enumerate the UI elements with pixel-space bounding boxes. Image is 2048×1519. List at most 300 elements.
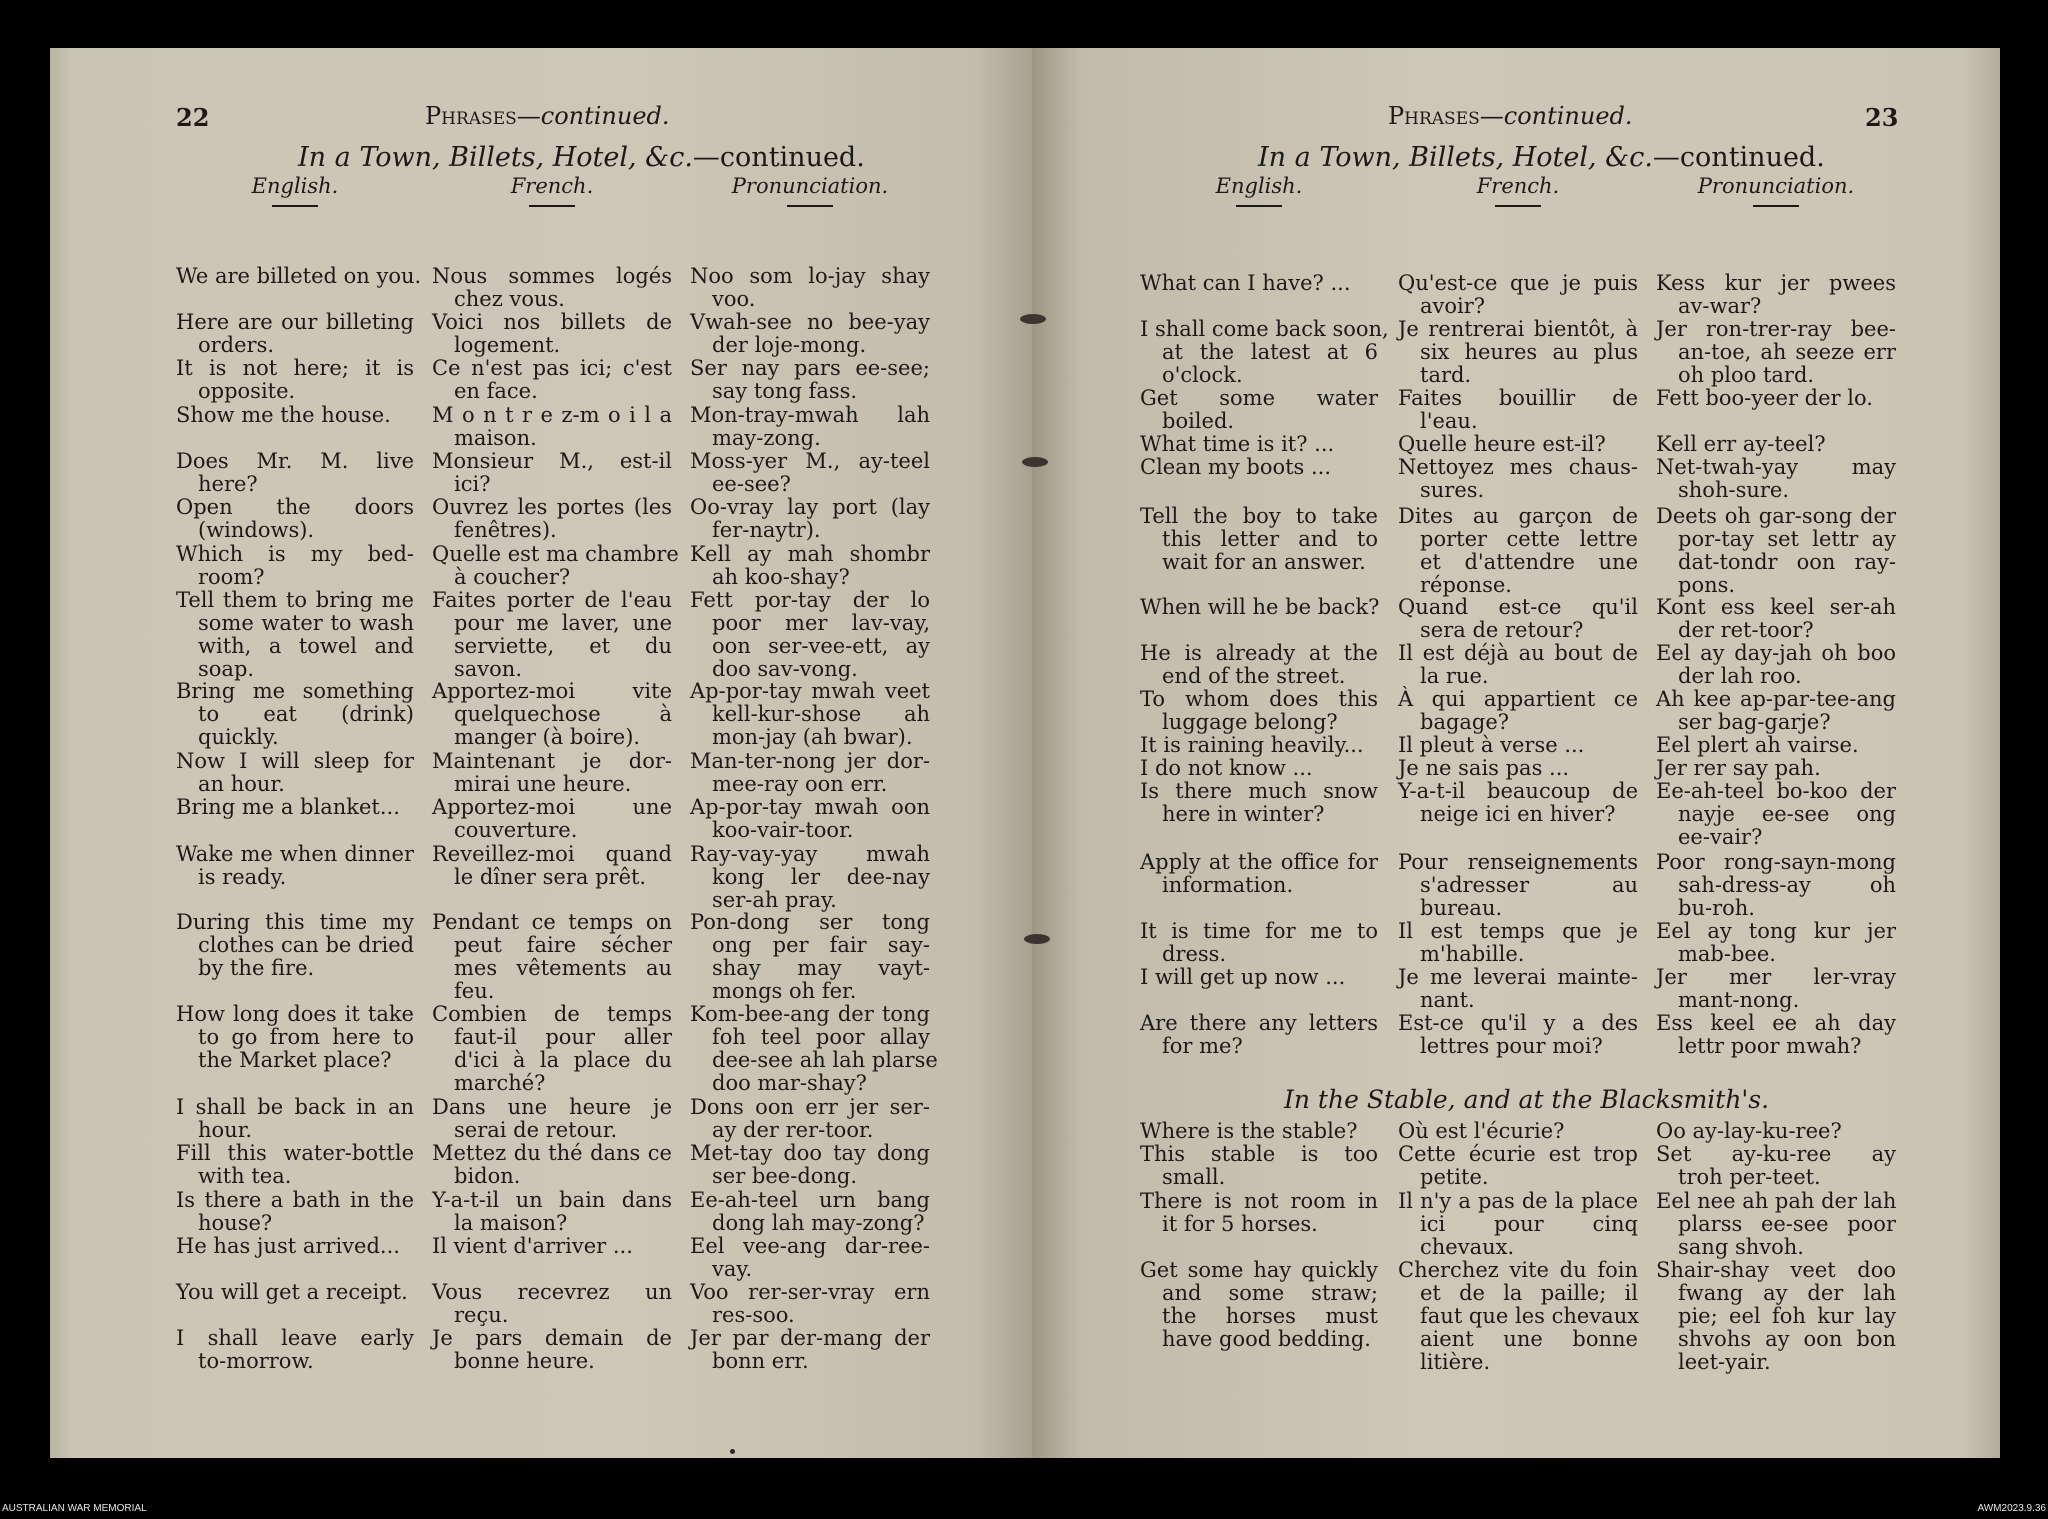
french-phrase-line: reçu. (454, 1303, 509, 1327)
english-phrase-line: information. (1162, 873, 1294, 897)
french-phrase-line: chez vous. (454, 287, 565, 311)
pronunciation-line: Mon-tray-mwah lah (690, 403, 930, 427)
french-phrase-line: faut-il pour aller (454, 1025, 672, 1049)
french-phrase (1398, 456, 1638, 502)
french-phrase-line: Quelle heure est-il? (1398, 432, 1606, 456)
pronunciation-line: shvohs ay oon bon (1678, 1327, 1896, 1351)
french-phrase-line: Monsieur M., est-il (432, 449, 672, 473)
pronunciation-line: Fett boo-yeer der lo. (1656, 386, 1873, 410)
french-phrase-line: Vous recevrez un (432, 1280, 672, 1304)
french-phrase-line: m'habille. (1420, 942, 1525, 966)
french-phrase-line: Qu'est-ce que je puis (1398, 271, 1638, 295)
running-head-right: Phrases—continued. (1388, 102, 1633, 130)
pronunciation-line: an-toe, ah seeze err (1678, 340, 1896, 364)
english-phrase (1140, 505, 1378, 574)
french-phrase-line: sures. (1420, 478, 1485, 502)
pronunciation (690, 265, 930, 311)
french-phrase-line: à coucher? (454, 565, 571, 589)
english-phrase-line: Clean my boots ... (1140, 455, 1332, 479)
english-phrase-line: There is not room in (1140, 1189, 1378, 1213)
pronunciation (1656, 387, 1896, 410)
english-phrase-line: Get some hay quickly (1140, 1258, 1378, 1282)
french-phrase (1398, 1012, 1638, 1058)
english-phrase-line: by the fire. (198, 956, 315, 980)
english-phrase-line: It is raining heavily... (1140, 733, 1364, 757)
french-phrase-line: Dans une heure je (432, 1095, 672, 1119)
pronunciation-line: Eel ay day-jah oh boo (1656, 641, 1896, 665)
french-phrase-line: Cherchez vite du foin (1398, 1258, 1638, 1282)
french-phrase (432, 496, 672, 542)
english-phrase (176, 680, 414, 749)
pronunciation (1656, 318, 1896, 387)
pronunciation (1656, 757, 1896, 780)
french-phrase-line: Il est déjà au bout de (1398, 641, 1638, 665)
pronunciation-line: Ap-por-tay mwah oon (690, 795, 930, 819)
english-phrase-line: small. (1162, 1165, 1226, 1189)
pronunciation-line: Voo rer-ser-vray ern (690, 1280, 930, 1304)
pronunciation-line: ah koo-shay? (712, 565, 850, 589)
col-header-pronunciation-left: Pronunciation. (690, 174, 930, 207)
french-phrase-line: Nettoyez mes chaus- (1398, 455, 1638, 479)
french-phrase (432, 1327, 672, 1373)
english-phrase-line: Tell the boy to take (1140, 504, 1378, 528)
english-phrase (176, 911, 414, 980)
french-phrase (1398, 596, 1638, 642)
french-phrase (1398, 387, 1638, 433)
pronunciation-line: doo mar-shay? (712, 1071, 867, 1095)
french-phrase (1398, 272, 1638, 318)
subsection-title-stable: In the Stable, and at the Blacksmith's. (1284, 1085, 1770, 1114)
pronunciation-line: Eel plert ah vairse. (1656, 733, 1859, 757)
english-phrase (1140, 920, 1378, 966)
french-phrase (432, 1235, 672, 1258)
pronunciation (690, 843, 930, 912)
english-phrase-line: here? (198, 472, 258, 496)
french-phrase-line: Il n'y a pas de la place (1398, 1189, 1638, 1213)
french-phrase-line: maison. (454, 426, 537, 450)
english-phrase-line: What can I have? ... (1140, 271, 1351, 295)
english-phrase-line: Get some water (1140, 386, 1378, 410)
french-phrase (1398, 1120, 1638, 1143)
pronunciation (690, 589, 930, 681)
pronunciation-line: Poor rong-sayn-mong (1656, 850, 1896, 874)
pronunciation-line: sah-dress-ay oh (1678, 873, 1896, 897)
english-phrase-line: opposite. (198, 379, 296, 403)
pronunciation-line: Net-twah-yay may (1656, 455, 1896, 479)
english-phrase (1140, 1259, 1378, 1351)
english-phrase (1140, 272, 1378, 295)
english-phrase-line: o'clock. (1162, 363, 1243, 387)
french-phrase-line: Je pars demain de (432, 1326, 672, 1350)
french-phrase-line: neige ici en hiver? (1420, 802, 1616, 826)
pronunciation (1656, 1190, 1896, 1259)
english-phrase-line: Are there any letters (1140, 1011, 1378, 1035)
binding-stitch (1024, 934, 1050, 944)
english-phrase-line: end of the street. (1162, 664, 1346, 688)
english-phrase-line: Here are our billeting (176, 310, 414, 334)
pronunciation (1656, 505, 1896, 597)
french-phrase-line: Ce n'est pas ici; c'est (432, 356, 672, 380)
pronunciation-line: Shair-shay veet doo (1656, 1258, 1896, 1282)
english-phrase-line: Which is my bed- (176, 542, 414, 566)
pronunciation (690, 1235, 930, 1281)
french-phrase-line: réponse. (1420, 573, 1512, 597)
pronunciation-line: mab-bee. (1678, 942, 1776, 966)
pronunciation-line: fwang ay der lah (1678, 1281, 1896, 1305)
english-phrase-line: It is time for me to (1140, 919, 1378, 943)
french-phrase-line: manger (à boire). (454, 725, 641, 749)
pronunciation-line: poor mer lav-vay, (712, 611, 930, 635)
english-phrase-line: at the latest at 6 (1162, 340, 1378, 364)
english-phrase-line: You will get a receipt. (176, 1280, 408, 1304)
french-phrase (1398, 433, 1638, 456)
pronunciation-line: Moss-yer M., ay-teel (690, 449, 930, 473)
french-phrase-line: sera de retour? (1420, 618, 1584, 642)
french-phrase (1398, 851, 1638, 920)
french-phrase-line: lettres pour moi? (1420, 1034, 1603, 1058)
pronunciation (1656, 1143, 1896, 1189)
english-phrase-line: He has just arrived... (176, 1234, 400, 1258)
french-phrase-line: litière. (1420, 1350, 1491, 1374)
french-phrase-line: le dîner sera prêt. (454, 865, 647, 889)
pronunciation (690, 750, 930, 796)
french-phrase-line: pour me laver, une (454, 611, 672, 635)
binding-dot (730, 1449, 735, 1454)
english-phrase-line: boiled. (1162, 409, 1235, 433)
french-phrase-line: bidon. (454, 1164, 521, 1188)
pronunciation-line: Kess kur jer pwees (1656, 271, 1896, 295)
pronunciation (690, 1096, 930, 1142)
french-phrase-line: l'eau. (1420, 409, 1478, 433)
french-phrase-line: serai de retour. (454, 1118, 618, 1142)
pronunciation-line: Eel vee-ang dar-ree- (690, 1234, 930, 1258)
pronunciation (1656, 272, 1896, 318)
english-phrase-line: Tell them to bring me (176, 588, 414, 612)
french-phrase-line: Dites au garçon de (1398, 504, 1638, 528)
pronunciation-line: Kont ess keel ser-ah (1656, 595, 1896, 619)
french-phrase-line: Apportez-moi une (432, 795, 672, 819)
french-phrase (1398, 780, 1638, 826)
col-header-french-right: French. (1398, 174, 1638, 207)
col-header-english-left: English. (176, 174, 414, 207)
french-phrase-line: Il est temps que je (1398, 919, 1638, 943)
english-phrase (1140, 596, 1378, 619)
pronunciation (690, 796, 930, 842)
english-phrase (1140, 851, 1378, 897)
english-phrase (1140, 1120, 1378, 1143)
pronunciation-line: ser-ah pray. (712, 888, 837, 912)
pronunciation-line: Jer par der-mang der (690, 1326, 930, 1350)
pronunciation (690, 1189, 930, 1235)
pronunciation-line: Man-ter-nong jer dor- (690, 749, 930, 773)
footer-institution: AUSTRALIAN WAR MEMORIAL (2, 1503, 147, 1514)
pronunciation (690, 357, 930, 403)
english-phrase (1140, 387, 1378, 433)
french-phrase (1398, 688, 1638, 734)
english-phrase (176, 1003, 414, 1072)
pronunciation (1656, 734, 1896, 757)
pronunciation (1656, 433, 1896, 456)
pronunciation (690, 1327, 930, 1373)
english-phrase-line: I shall be back in an (176, 1095, 414, 1119)
french-phrase-line: couverture. (454, 818, 578, 842)
french-phrase-line: avoir? (1420, 294, 1486, 318)
pronunciation-line: Ser nay pars ee-see; (690, 356, 930, 380)
pronunciation (690, 543, 930, 589)
pronunciation-line: koo-vair-toor. (712, 818, 854, 842)
pronunciation-line: Noo som lo-jay shay (690, 264, 930, 288)
pronunciation-line: leet-yair. (1678, 1350, 1771, 1374)
english-phrase (176, 589, 414, 681)
pronunciation (690, 680, 930, 749)
english-phrase-line: During this time my (176, 910, 414, 934)
french-phrase (1398, 966, 1638, 1012)
french-phrase (432, 1003, 672, 1095)
french-phrase (1398, 1259, 1638, 1374)
pronunciation (1656, 966, 1896, 1012)
english-phrase (176, 404, 414, 427)
french-phrase-line: la maison? (454, 1211, 568, 1235)
english-phrase-line: this letter and to (1162, 527, 1378, 551)
french-phrase (1398, 920, 1638, 966)
french-phrase-line: Nous sommes logés (432, 264, 672, 288)
english-phrase (176, 1189, 414, 1235)
french-phrase-line: À qui appartient ce (1398, 687, 1638, 711)
pronunciation-line: av-war? (1678, 294, 1762, 318)
pronunciation-line: ay der rer-toor. (712, 1118, 874, 1142)
french-phrase-line: faut que les chevaux (1420, 1304, 1640, 1328)
french-phrase-line: Maintenant je dor- (432, 749, 672, 773)
french-phrase-line: Y-a-t-il un bain dans (432, 1188, 672, 1212)
french-phrase-line: s'adresser au (1420, 873, 1638, 897)
french-phrase-line: la rue. (1420, 664, 1489, 688)
pronunciation-line: der loje-mong. (712, 333, 867, 357)
english-phrase-line: Apply at the office for (1140, 850, 1378, 874)
english-phrase-line: to eat (drink) (198, 702, 414, 726)
english-phrase-line: here in winter? (1162, 802, 1325, 826)
english-phrase (176, 264, 422, 288)
english-phrase (176, 311, 414, 357)
french-phrase (1398, 642, 1638, 688)
french-phrase-line: d'ici à la place du (454, 1048, 672, 1072)
pronunciation-line: mant-nong. (1678, 988, 1800, 1012)
french-phrase (432, 589, 672, 681)
pronunciation-line: dong lah may-zong? (712, 1211, 925, 1235)
pronunciation-line: kell-kur-shose ah (712, 702, 930, 726)
french-phrase-line: Il pleut à verse ... (1398, 733, 1585, 757)
pronunciation-line: pons. (1678, 573, 1736, 597)
english-phrase (1140, 1012, 1378, 1058)
pronunciation-line: kong ler dee-nay (712, 865, 930, 889)
pronunciation-line: oh ploo tard. (1678, 363, 1815, 387)
french-phrase (1398, 757, 1638, 780)
english-phrase-line: it for 5 horses. (1162, 1212, 1318, 1236)
french-phrase-line: peut faire sécher (454, 933, 672, 957)
pronunciation-line: Deets oh gar-song der (1656, 504, 1896, 528)
english-phrase (176, 1281, 414, 1304)
pronunciation-line: mongs oh fer. (712, 979, 857, 1003)
french-phrase-line: Voici nos billets de (432, 310, 672, 334)
english-phrase (176, 1235, 414, 1258)
french-phrase (1398, 505, 1638, 597)
pronunciation-line: Met-tay doo tay dong (690, 1141, 930, 1165)
french-phrase-line: bureau. (1420, 896, 1503, 920)
pronunciation-line: der lah roo. (1678, 664, 1802, 688)
english-phrase (1140, 757, 1378, 780)
binding-stitch (1020, 314, 1046, 324)
french-phrase-line: fenêtres). (454, 518, 557, 542)
pronunciation-line: sang shvoh. (1678, 1235, 1804, 1259)
pronunciation-line: vay. (712, 1257, 753, 1281)
french-phrase-line: M o n t r e z-m o i l a (432, 403, 672, 427)
pronunciation-line: nayje ee-see ong (1678, 802, 1896, 826)
french-phrase (1398, 1190, 1638, 1259)
french-phrase (1398, 318, 1638, 387)
english-phrase-line: hour. (198, 1118, 253, 1142)
english-phrase (1140, 1190, 1378, 1236)
english-phrase (176, 543, 414, 589)
pronunciation-line: ser bag-garje? (1678, 710, 1831, 734)
english-phrase-line: quickly. (198, 725, 279, 749)
english-phrase-line: What time is it? ... (1140, 432, 1335, 456)
pronunciation-line: Kell err ay-teel? (1656, 432, 1826, 456)
pronunciation-line: mee-ray oon err. (712, 772, 888, 796)
english-phrase-line: This stable is too (1140, 1142, 1378, 1166)
french-phrase-line: en face. (454, 379, 538, 403)
english-phrase (1140, 1143, 1378, 1189)
pronunciation-line: dee-see ah lah plarse (712, 1048, 938, 1072)
french-phrase-line: Mettez du thé dans ce (432, 1141, 672, 1165)
english-phrase (176, 1096, 414, 1142)
pronunciation-line: ee-vair? (1678, 825, 1763, 849)
running-head-left: Phrases—continued. (425, 102, 670, 130)
english-phrase (176, 357, 414, 403)
english-phrase-line: luggage belong? (1162, 710, 1338, 734)
english-phrase-line: to-morrow. (198, 1349, 314, 1373)
english-phrase-line: When will he be back? (1140, 595, 1380, 619)
pronunciation-line: ong per fair say- (712, 933, 930, 957)
english-phrase (1140, 688, 1378, 734)
french-phrase-line: petite. (1420, 1165, 1489, 1189)
pronunciation-line: bu-roh. (1678, 896, 1755, 920)
pronunciation-line: Oo ay-lay-ku-ree? (1656, 1119, 1842, 1143)
pronunciation (1656, 851, 1896, 920)
pronunciation-line: Jer ron-trer-ray bee- (1656, 317, 1896, 341)
english-phrase-line: I shall leave early (176, 1326, 414, 1350)
french-phrase-line: Ouvrez les portes (les (432, 495, 672, 519)
english-phrase-line: for me? (1162, 1034, 1243, 1058)
french-phrase-line: bonne heure. (454, 1349, 595, 1373)
pronunciation-line: say tong fass. (712, 379, 858, 403)
pronunciation (1656, 1259, 1896, 1374)
english-phrase-line: orders. (198, 333, 275, 357)
pronunciation (1656, 920, 1896, 966)
footer-accession: AWM2023.9.36 (1977, 1503, 2046, 1514)
french-phrase-line: tard. (1420, 363, 1472, 387)
english-phrase-line: How long does it take (176, 1002, 414, 1026)
pronunciation (1656, 780, 1896, 849)
french-phrase (432, 450, 672, 496)
english-phrase-line: We are billeted on you. (176, 264, 422, 288)
pronunciation-line: Ray-vay-yay mwah (690, 842, 930, 866)
english-phrase-line: Does Mr. M. live (176, 449, 414, 473)
english-phrase (1140, 317, 1389, 387)
pronunciation-line: Jer rer say pah. (1656, 756, 1821, 780)
col-header-french-left: French. (432, 174, 672, 207)
pronunciation-line: por-tay set lettr ay (1678, 527, 1896, 551)
french-phrase-line: Pendant ce temps on (432, 910, 672, 934)
pronunciation-line: plarss ee-see poor (1678, 1212, 1896, 1236)
french-phrase-line: porter cette lettre (1420, 527, 1638, 551)
english-phrase (176, 496, 414, 542)
english-phrase-line: I will get up now ... (1140, 965, 1346, 989)
english-phrase (176, 1327, 414, 1373)
pronunciation (690, 1142, 930, 1188)
pronunciation-line: shay may vayt- (712, 956, 930, 980)
french-phrase-line: Faites bouillir de (1398, 386, 1638, 410)
french-phrase (432, 796, 672, 842)
pronunciation (1656, 1120, 1896, 1143)
pronunciation (690, 311, 930, 357)
french-phrase (432, 542, 679, 589)
english-phrase-line: some water to wash (198, 611, 414, 635)
english-phrase (1140, 433, 1378, 456)
french-phrase (432, 265, 672, 311)
pronunciation-line: troh per-teet. (1678, 1165, 1821, 1189)
english-phrase-line: wait for an answer. (1162, 550, 1366, 574)
english-phrase-line: have good bedding. (1162, 1327, 1371, 1351)
pronunciation-line: voo. (712, 287, 756, 311)
page-number-left: 22 (176, 103, 210, 132)
french-phrase-line: Où est l'écurie? (1398, 1119, 1565, 1143)
pronunciation-line: Oo-vray lay port (lay (690, 495, 930, 519)
pronunciation-line: fer-naytr). (712, 518, 821, 542)
pronunciation-line: Pon-dong ser tong (690, 910, 930, 934)
col-header-pronunciation-right: Pronunciation. (1656, 174, 1896, 207)
english-phrase-line: Bring me a blanket... (176, 795, 400, 819)
french-phrase-line: Il vient d'arriver ... (432, 1234, 633, 1258)
french-phrase-line: aient une bonne (1420, 1327, 1638, 1351)
french-phrase-line: serviette, et du (454, 634, 672, 658)
english-phrase-line: with tea. (198, 1164, 292, 1188)
french-phrase-line: Est-ce qu'il y a des (1398, 1011, 1638, 1035)
french-phrase-line: mirai une heure. (454, 772, 632, 796)
french-phrase-line: feu. (454, 979, 495, 1003)
english-phrase-line: Now I will sleep for (176, 749, 414, 773)
french-phrase (432, 311, 672, 357)
pronunciation-line: shoh-sure. (1678, 478, 1790, 502)
french-phrase-line: Je me leverai mainte- (1398, 965, 1638, 989)
pronunciation (690, 1281, 930, 1327)
pronunciation (690, 450, 930, 496)
french-phrase (432, 1281, 672, 1327)
english-phrase-line: To whom does this (1140, 687, 1378, 711)
french-phrase-line: marché? (454, 1071, 546, 1095)
pronunciation-line: oon ser-vee-ett, ay (712, 634, 930, 658)
english-phrase-line: house? (198, 1211, 273, 1235)
english-phrase-line: the Market place? (198, 1048, 392, 1072)
french-phrase-line: Quand est-ce qu'il (1398, 595, 1638, 619)
french-phrase-line: Faites porter de l'eau (432, 588, 672, 612)
french-phrase-line: Je rentrerai bientôt, à (1398, 317, 1638, 341)
french-phrase-line: mes vêtements au (454, 956, 672, 980)
pronunciation (690, 496, 930, 542)
english-phrase (1140, 642, 1378, 688)
french-phrase-line: Apportez-moi vite (432, 679, 672, 703)
pronunciation-line: Kom-bee-ang der tong (690, 1002, 930, 1026)
pronunciation (690, 1002, 938, 1095)
english-phrase (1140, 734, 1378, 757)
